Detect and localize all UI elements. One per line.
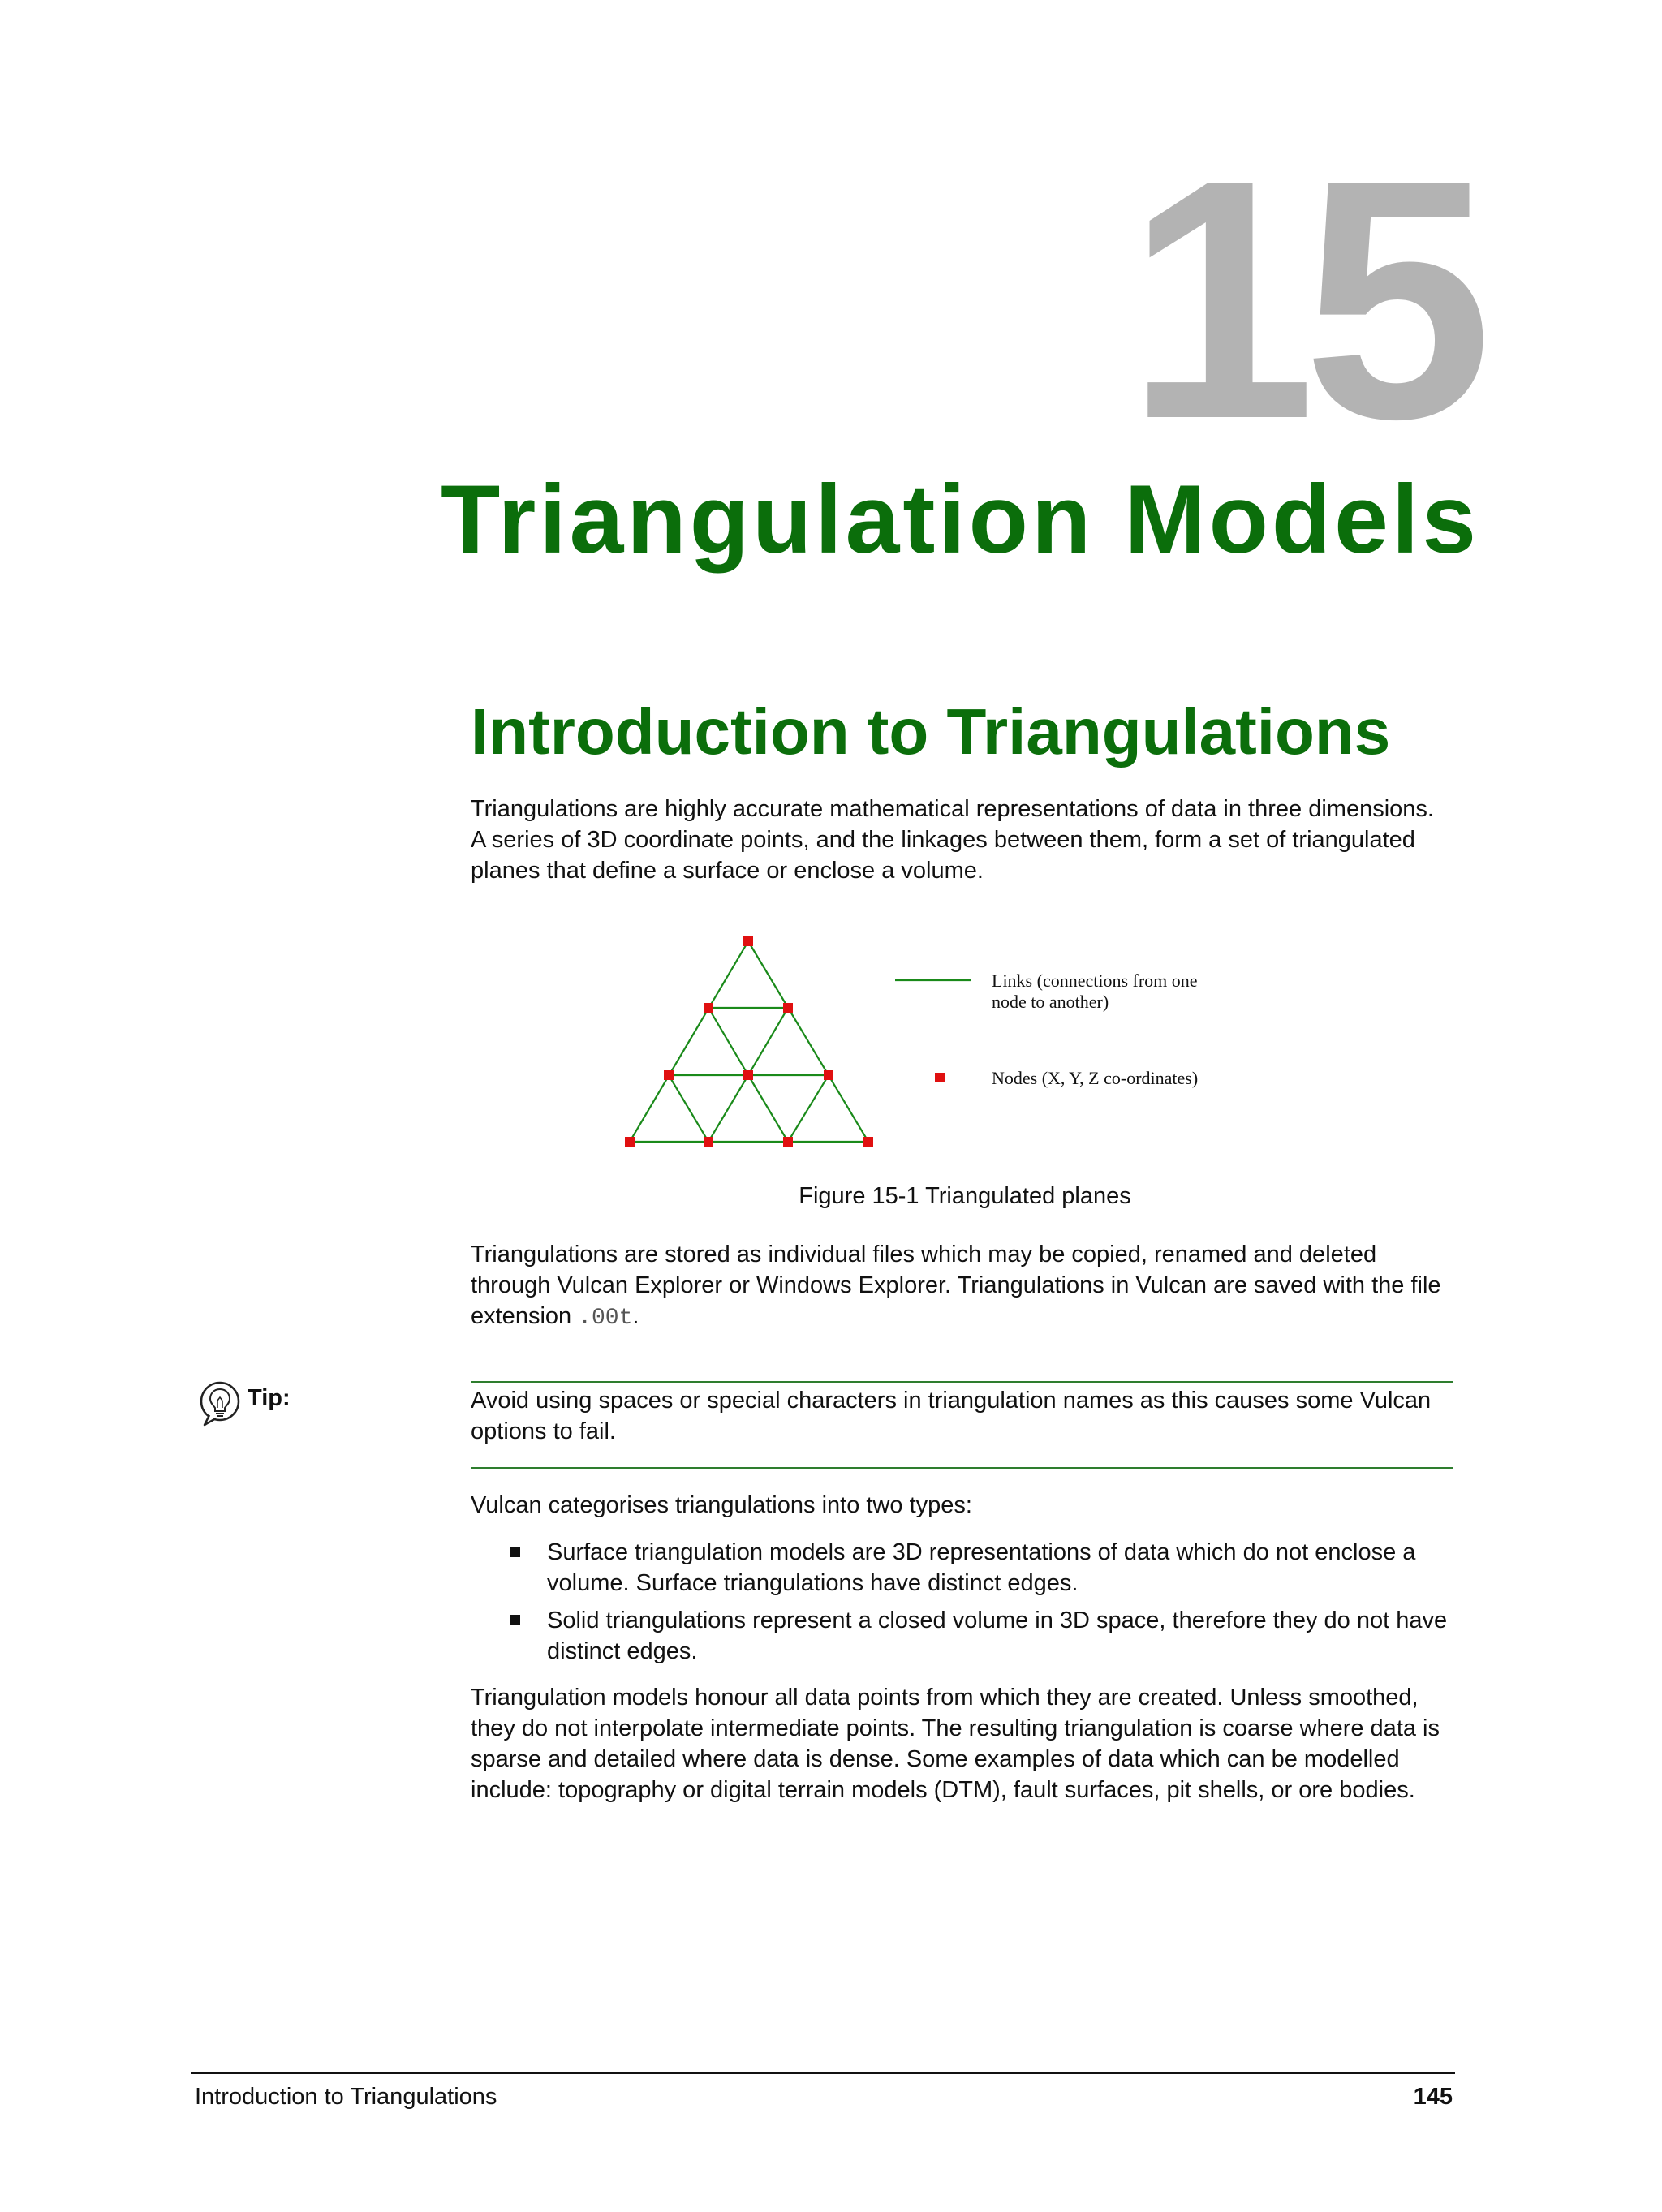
link-line: [748, 1008, 788, 1075]
tip-text: Avoid using spaces or special characters in triangulation names as this causes some Vulcan options to fail.: [471, 1388, 1432, 1444]
node-marker: [625, 1137, 635, 1147]
bullet-icon: [510, 1615, 520, 1625]
link-line: [630, 941, 748, 1142]
legend-node-marker: [935, 1073, 945, 1082]
legend-links-label-line1: Links (connections from one: [992, 970, 1198, 991]
intro-paragraph: Triangulations are highly accurate mathematical representations of data in three dimensions. A series of 3D coordinate points, and the linkages between them, form a set of triangulated planes that define a surface or enclose a volume.: [471, 796, 1434, 884]
node-marker: [704, 1137, 713, 1147]
link-line: [788, 1075, 829, 1142]
node-marker: [743, 1070, 753, 1080]
link-line: [708, 1008, 748, 1075]
storage-paragraph: [471, 1239, 1453, 1334]
types-intro: Vulcan categorises triangulations into two types:: [471, 1492, 972, 1518]
legend-nodes-label: Nodes (X, Y, Z co-ordinates): [992, 1068, 1199, 1088]
triangulation-nodes: [625, 936, 945, 1147]
legend-links-label-line2: node to another): [992, 992, 1109, 1012]
tip-bottom-rule: [471, 1467, 1453, 1469]
list-item-text: Surface triangulation models are 3D representations of data which do not enclose a volume. Surface triangulations have distinct edges.: [547, 1539, 1416, 1596]
link-line: [708, 1075, 748, 1142]
storage-text-end: .: [632, 1303, 639, 1329]
node-marker: [783, 1003, 793, 1013]
node-marker: [783, 1137, 793, 1147]
node-marker: [664, 1070, 674, 1080]
storage-text: Triangulations are stored as individual files which may be copied, renamed and deleted through Vulcan Explorer or Windows Explorer. Triangulations in Vulcan are saved with the file extension: [471, 1242, 1441, 1329]
honour-paragraph: Triangulation models honour all data points from which they are created. Unless smoothed, they do not interpolate intermediate points. The resulting triangulation is coarse where data is sparse and detailed where data is dense. Some examples of data which can be modelled include: topography or digital terrain models (DTM), fault surfaces, pit shells, or ore bodies.: [471, 1685, 1440, 1803]
node-marker: [704, 1003, 713, 1013]
link-line: [669, 1075, 708, 1142]
node-marker: [863, 1137, 873, 1147]
chapter-number: 15: [1126, 110, 1479, 490]
node-marker: [824, 1070, 833, 1080]
triangulation-figure: [617, 933, 1282, 1164]
figure-caption: Figure 15-1 Triangulated planes: [799, 1183, 1131, 1209]
triangulation-links: [630, 941, 971, 1142]
tip-top-rule: [471, 1381, 1453, 1383]
bullet-icon: [510, 1547, 520, 1557]
lightbulb-icon: [198, 1379, 245, 1430]
node-marker: [743, 936, 753, 946]
footer-section-title: Introduction to Triangulations: [195, 2084, 497, 2110]
footer-rule: [191, 2072, 1455, 2074]
file-extension: .00t: [578, 1306, 633, 1331]
link-line: [748, 941, 868, 1142]
section-heading: Introduction to Triangulations: [471, 695, 1391, 768]
list-item-text: Solid triangulations represent a closed volume in 3D space, therefore they do not have distinct edges.: [547, 1607, 1448, 1664]
page-number: 145: [1413, 2084, 1453, 2110]
tip-label: Tip:: [248, 1385, 291, 1411]
chapter-title: Triangulation Models: [440, 465, 1479, 574]
link-line: [748, 1075, 788, 1142]
